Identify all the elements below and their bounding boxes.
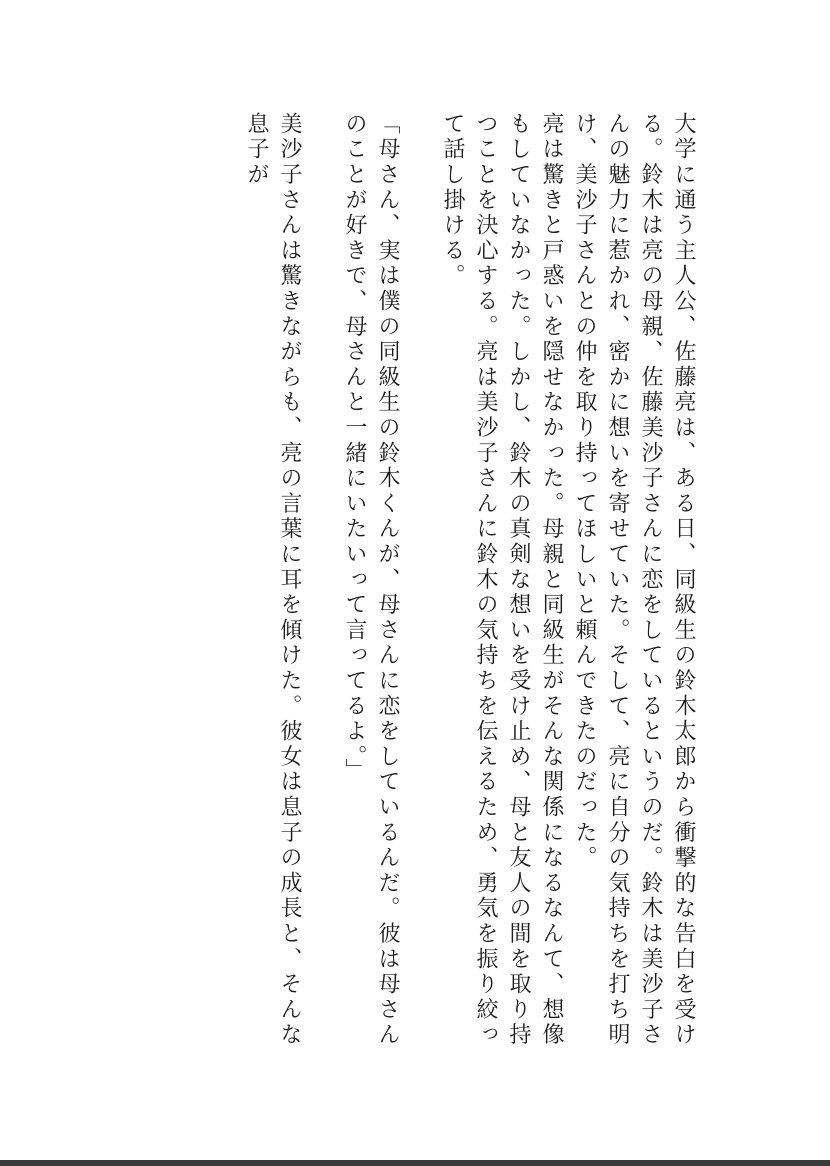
- paragraph-3-dialogue: 「母さん、実は僕の同級生の鈴木くんが、母さんに恋をしているんだ。彼は母さんのことが好きで、母さんと一緒にいたいって言ってるよ。」: [342, 112, 400, 1049]
- paragraph-1: 大学に通う主人公、佐藤亮は、ある日、同級生の鈴木太郎から衝撃的な告白を受ける。鈴木は亮の母親、佐藤美沙子さんに恋をしているというのだ。鈴木は美沙子さんの魅力に惹かれ、密かに想いを寄せていた。そして、亮に自分の気持ちを打ち明け、美沙子さんとの仲を取り持ってほしいと頼んできたのだった。: [572, 112, 696, 1049]
- vertical-text-body: [208, 112, 700, 1062]
- paragraph-4: 美沙子さんは驚きながらも、亮の言葉に耳を傾けた。彼女は息子の成長と、そんな息子が: [244, 112, 302, 1049]
- paragraph-2: 亮は驚きと戸惑いを隠せなかった。母親と同級生がそんな関係になるなんて、想像もしていなかった。しかし、鈴木の真剣な想いを受け止め、母と友人の間を取り持つことを決心する。亮は美沙子さんに鈴木の気持ちを伝えるため、勇気を振り絞って話し掛ける。: [440, 112, 564, 1049]
- bottom-divider-bar: [0, 1160, 830, 1166]
